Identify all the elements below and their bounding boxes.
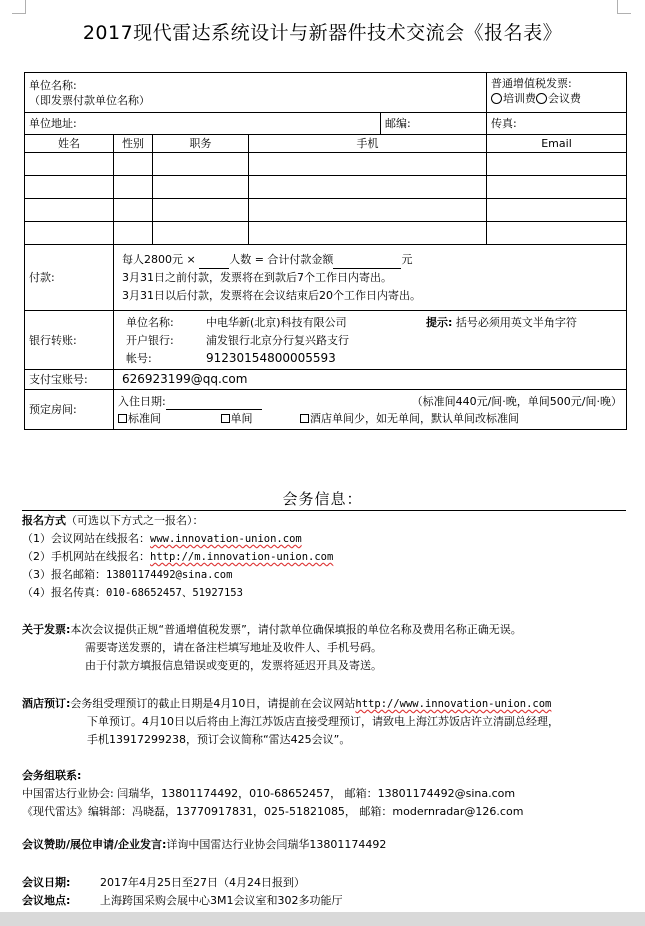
attendee-gender-input[interactable] bbox=[114, 176, 153, 199]
postcode-cell[interactable] bbox=[381, 113, 487, 135]
unit-name-note: （即发票付款单位名称） bbox=[29, 93, 150, 107]
bank-unit-key: 单位名称: bbox=[126, 315, 174, 329]
reg-4-label: （4）报名传真： bbox=[22, 586, 106, 599]
room-label: 预定房间: bbox=[25, 390, 114, 430]
invoice-meeting-radio[interactable] bbox=[536, 93, 547, 104]
address-cell[interactable] bbox=[25, 113, 381, 135]
attendee-email-input[interactable] bbox=[487, 222, 627, 245]
registration-methods bbox=[22, 512, 632, 602]
attendee-row bbox=[25, 176, 627, 199]
bank-unit-value: 中电华新(北京)科技有限公司 bbox=[206, 315, 347, 329]
payment-currency: 元 bbox=[401, 252, 413, 266]
single-room-label: 单间 bbox=[230, 411, 253, 425]
page-corner-mark bbox=[12, 0, 26, 14]
payment-total-label: 人数 = 合计付款金额 bbox=[229, 252, 334, 266]
unit-name-label: 单位名称: bbox=[29, 78, 77, 92]
attendee-email-input[interactable] bbox=[487, 199, 627, 222]
fax-cell[interactable] bbox=[487, 113, 627, 135]
unit-name-cell[interactable] bbox=[25, 73, 487, 113]
attendee-name-input[interactable] bbox=[25, 176, 114, 199]
col-header-email: Email bbox=[487, 135, 627, 153]
reg-fax-value: 010-68652457、51927153 bbox=[106, 587, 243, 599]
payment-cell bbox=[114, 245, 627, 311]
hotel-info-1: 会务组受理预订的截止日期是4月10日，请提前在会议网站 bbox=[70, 697, 356, 710]
attendee-name-input[interactable] bbox=[25, 222, 114, 245]
bank-transfer-label: 银行转账: bbox=[25, 311, 114, 370]
checkin-date-input[interactable] bbox=[166, 397, 262, 410]
bank-open-value: 浦发银行北京分行复兴路支行 bbox=[206, 333, 349, 347]
sponsor-info bbox=[22, 836, 632, 854]
col-header-mobile: 手机 bbox=[249, 135, 487, 153]
contact-heading: 会务组联系: bbox=[22, 769, 82, 782]
attendee-position-input[interactable] bbox=[153, 199, 249, 222]
reg-email-value: 13801174492@sina.com bbox=[106, 569, 233, 581]
page-title: 2017现代雷达系统设计与新器件技术交流会《报名表》 bbox=[82, 22, 563, 44]
bank-tip-value: 括号必须用英文半角字符 bbox=[455, 315, 577, 329]
single-room-checkbox[interactable] bbox=[221, 414, 230, 423]
invoice-training-radio[interactable] bbox=[491, 93, 502, 104]
payment-rule-before: 3月31日之前付款，发票将在到款后7个工作日内寄出。 bbox=[122, 270, 392, 284]
reg-3-label: （3）报名邮箱： bbox=[22, 568, 106, 581]
attendee-mobile-input[interactable] bbox=[249, 153, 487, 176]
fax-label: 传真: bbox=[491, 117, 517, 130]
attendee-position-input[interactable] bbox=[153, 153, 249, 176]
attendee-name-input[interactable] bbox=[25, 153, 114, 176]
attendee-mobile-input[interactable] bbox=[249, 222, 487, 245]
room-price-note: （标准间440元/间·晚，单间500元/间·晚） bbox=[411, 394, 622, 408]
venue-value: 上海跨国采购会展中心3M1会议室和302多功能厅 bbox=[100, 894, 343, 907]
checkin-label: 入住日期: bbox=[118, 394, 166, 408]
hotel-website-link[interactable]: http://www.innovation-union.com bbox=[355, 698, 552, 710]
invoice-info bbox=[22, 621, 632, 675]
default-room-label: 酒店单间少，如无单间，默认单间改标准间 bbox=[310, 411, 519, 425]
contact-line-1: 中国雷达行业协会: 闫瑞华，13801174492，010-68652457， 邮箱：13801174492@sina.com bbox=[22, 787, 516, 800]
reg-mobile-link[interactable]: http://m.innovation-union.com bbox=[150, 551, 334, 563]
hotel-info bbox=[22, 695, 632, 749]
contact-info bbox=[22, 767, 632, 821]
default-room-checkbox[interactable] bbox=[300, 414, 309, 423]
bank-account-key: 帐号: bbox=[126, 351, 152, 365]
attendee-email-input[interactable] bbox=[487, 153, 627, 176]
col-header-position: 职务 bbox=[153, 135, 249, 153]
bank-open-key: 开户银行: bbox=[126, 333, 174, 347]
alipay-label: 支付宝账号: bbox=[25, 370, 114, 390]
attendee-position-input[interactable] bbox=[153, 176, 249, 199]
section-divider bbox=[22, 510, 626, 511]
bank-transfer-cell bbox=[114, 311, 627, 370]
invoice-info-2: 需要寄送发票的，请在备注栏填写地址及收件人、手机号码。 bbox=[85, 641, 382, 654]
date-heading: 会议日期: bbox=[22, 876, 71, 889]
contact-line-2: 《现代雷达》编辑部：冯晓磊，13770917831，025-51821085， 邮箱：modernradar@126.com bbox=[22, 805, 524, 818]
invoice-cell bbox=[487, 73, 627, 113]
meeting-date-venue bbox=[22, 874, 632, 910]
registration-form-table bbox=[24, 72, 627, 430]
invoice-label: 普通增值税发票: bbox=[491, 77, 572, 90]
invoice-info-1: 本次会议提供正规“普通增值税发票”，请付款单位确保填报的单位名称及费用名称正确无误。 bbox=[70, 623, 522, 636]
date-value: 2017年4月25日至27日（4月24日报到） bbox=[100, 876, 305, 889]
sponsor-heading: 会议赞助/展位申请/企业发言: bbox=[22, 838, 167, 851]
standard-room-checkbox[interactable] bbox=[118, 414, 127, 423]
attendee-gender-input[interactable] bbox=[114, 153, 153, 176]
attendee-mobile-input[interactable] bbox=[249, 176, 487, 199]
room-cell bbox=[114, 390, 627, 430]
address-label: 单位地址: bbox=[29, 117, 77, 130]
section-title: 会务信息： bbox=[282, 490, 363, 508]
hotel-info-3: 手机13917299238，预订会议简称“雷达425会议”。 bbox=[87, 733, 351, 746]
page-corner-mark bbox=[617, 0, 631, 14]
invoice-training-label: 培训费 bbox=[503, 92, 536, 105]
attendee-gender-input[interactable] bbox=[114, 199, 153, 222]
hotel-info-2: 下单预订。4月10日以后将由上海江苏饭店直接受理预订，请致电上海江苏饭店许立清副总经理， bbox=[87, 715, 559, 728]
attendee-email-input[interactable] bbox=[487, 176, 627, 199]
bank-account-value: 91230154800005593 bbox=[206, 350, 336, 365]
sponsor-value: 详询中国雷达行业协会闫瑞华13801174492 bbox=[166, 838, 387, 851]
total-amount-input[interactable] bbox=[333, 256, 401, 269]
attendee-gender-input[interactable] bbox=[114, 222, 153, 245]
reg-website-link[interactable]: www.innovation-union.com bbox=[150, 533, 302, 545]
invoice-info-3: 由于付款方填报信息错误或变更的，发票将延迟开具及寄送。 bbox=[85, 659, 382, 672]
col-header-name: 姓名 bbox=[25, 135, 114, 153]
venue-heading: 会议地点: bbox=[22, 894, 71, 907]
payment-label: 付款: bbox=[25, 245, 114, 311]
bank-tip-key: 提示: bbox=[426, 315, 453, 329]
payment-per-person: 每人2800元 × bbox=[122, 252, 196, 266]
hotel-heading: 酒店预订: bbox=[22, 697, 71, 710]
attendee-row bbox=[25, 222, 627, 245]
attendee-name-input[interactable] bbox=[25, 199, 114, 222]
reg-heading-note: （可选以下方式之一报名）： bbox=[66, 514, 204, 527]
page-bottom-bar bbox=[0, 912, 645, 926]
reg-2-label: （2）手机网站在线报名： bbox=[22, 550, 150, 563]
invoice-heading: 关于发票: bbox=[22, 623, 71, 636]
col-header-gender: 性别 bbox=[114, 135, 153, 153]
standard-room-label: 标准间 bbox=[128, 411, 161, 425]
reg-heading: 报名方式 bbox=[22, 514, 66, 527]
headcount-input[interactable] bbox=[199, 256, 229, 269]
invoice-meeting-label: 会议费 bbox=[548, 92, 581, 105]
attendee-mobile-input[interactable] bbox=[249, 199, 487, 222]
alipay-value: 626923199@qq.com bbox=[114, 370, 627, 390]
attendee-position-input[interactable] bbox=[153, 222, 249, 245]
reg-1-label: （1）会议网站在线报名： bbox=[22, 532, 150, 545]
attendee-row bbox=[25, 199, 627, 222]
attendee-row bbox=[25, 153, 627, 176]
payment-rule-after: 3月31日以后付款，发票将在会议结束后20个工作日内寄出。 bbox=[122, 288, 421, 302]
postcode-label: 邮编: bbox=[385, 117, 411, 130]
